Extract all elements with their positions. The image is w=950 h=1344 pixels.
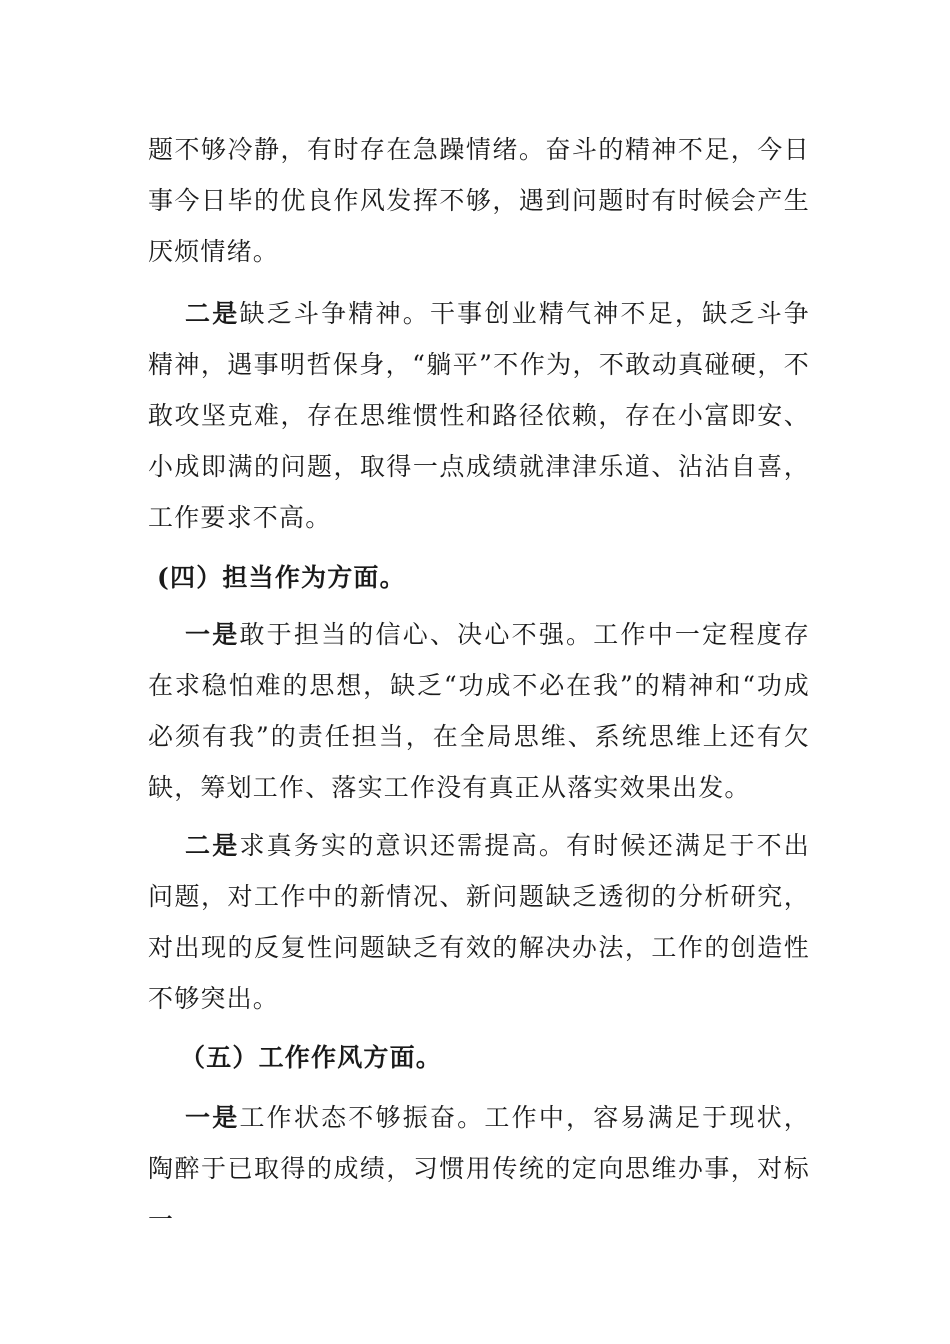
paragraph-lead: 一是 — [185, 620, 240, 649]
paragraph-body: 缺乏斗争精神。干事创业精气神不足，缺乏斗争精神，遇事明哲保身，“躺平”不作为，不敢动真碰硬，不敢攻坚克难，存在思维惯性和路径依赖，存在小富即安、小成即满的问题，取得一点成绩就津津乐道、沾沾自喜，工作要求不高。 — [148, 299, 810, 532]
paragraph-continuation — [148, 124, 810, 277]
paragraph-lead: 一是 — [185, 1103, 240, 1132]
paragraph-body: 敢于担当的信心、决心不强。工作中一定程度存在求稳怕难的思想，缺乏“功成不必在我”的精神和“功成必须有我”的责任担当，在全局思维、系统思维上还有欠缺，筹划工作、落实工作没有真正从落实效果出发。 — [148, 620, 810, 802]
paragraph-lead: 二是 — [185, 299, 240, 328]
paragraph-pragmatism — [148, 820, 810, 1024]
paragraph-body: 题不够冷静，有时存在急躁情绪。奋斗的精神不足，今日事今日毕的优良作风发挥不够，遇到问题时有时候会产生厌烦情绪。 — [148, 135, 810, 266]
section-heading-work-style: （五）工作作风方面。 — [180, 1043, 443, 1072]
paragraph-struggle-spirit — [148, 288, 810, 543]
paragraph-lead: 二是 — [185, 831, 240, 860]
paragraph-confidence — [148, 609, 810, 813]
paragraph-work-state — [148, 1092, 810, 1245]
section-heading-responsibility: (四）担当作为方面。 — [157, 563, 406, 592]
paragraph-body: 工作状态不够振奋。工作中，容易满足于现状，陶醉于已取得的成绩，习惯用传统的定向思维办事，对标一 — [148, 1103, 810, 1234]
paragraph-body: 求真务实的意识还需提高。有时候还满足于不出问题，对工作中的新情况、新问题缺乏透彻的分析研究，对出现的反复性问题缺乏有效的解决办法，工作的创造性不够突出。 — [148, 831, 810, 1013]
